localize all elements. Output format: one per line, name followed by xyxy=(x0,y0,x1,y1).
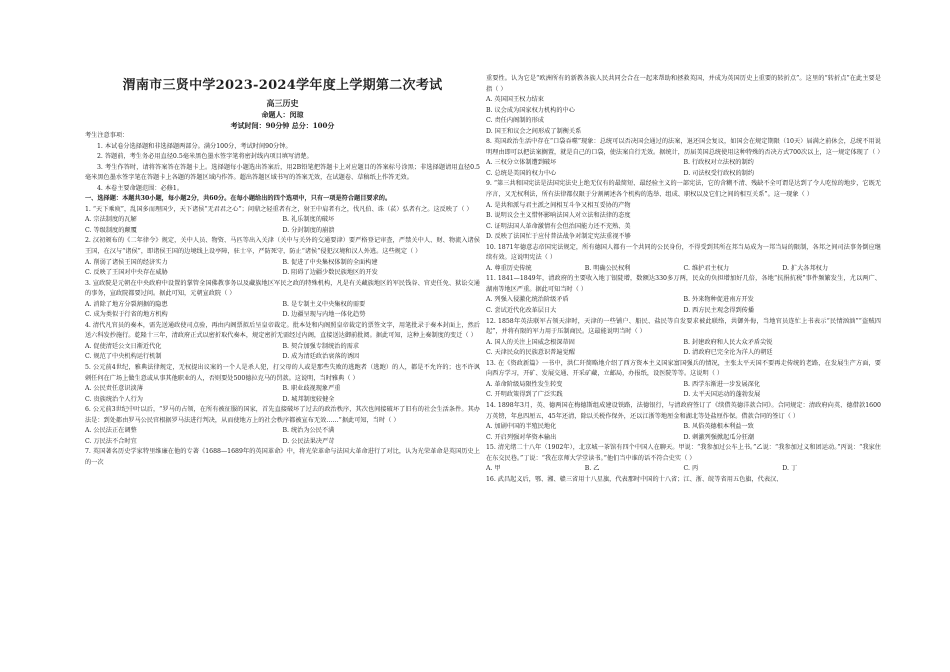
answer-option: B. 外来物种促进南方开发 xyxy=(683,296,754,304)
answer-options xyxy=(486,264,881,275)
answer-option: B. 行政权对立法权的制约 xyxy=(683,159,754,167)
question-left_questions-6 xyxy=(85,447,480,468)
answer-option: B. 是专制主义中央集权的需要 xyxy=(282,300,366,308)
author-line: 命题人：闵琼 xyxy=(261,110,304,119)
answer-option: D. 反映了法国忙于应付普法战争对制定宪法重视不够 xyxy=(486,233,631,241)
question-stem: 15. 清光绪二十八年（1902年），北京城一茶馆有四个中国人在聊天。甲说：“我参加过公车上书。”乙说：“我参加过义和团运动。”丙说：“我家住在东交民巷。”丁说：“我在京师大学堂读书。”他们当中谁的话不符合史实（ ） xyxy=(486,444,881,462)
answer-option: C. 总统是美国的权力中心 xyxy=(486,169,557,177)
answer-options xyxy=(85,300,480,321)
answer-options xyxy=(85,426,480,447)
answer-option: D. 清政府已完全沦为洋人的朝廷 xyxy=(683,349,773,357)
answer-option: B. 议会成为国家权力机构的中心 xyxy=(486,106,575,114)
question-left_questions-3 xyxy=(85,321,480,363)
note-item: 3. 考生作答时，请将答案答在答题卡上。选择题每小题选出答案后，用2B铅笔把答题卡上对应题目的答案标号涂黑；非选择题请用直径0.5毫米黑色墨水签字笔在答题卡上各题的答题区域内作答。超出答题区域书写的答案无效，在试题卷、草稿纸上作答无效。 xyxy=(85,163,480,182)
answer-option: C. 维护君主权力 xyxy=(683,264,730,272)
answer-option: A. 英国国王权力结束 xyxy=(486,96,544,104)
right-column xyxy=(486,0,884,672)
question-right_questions-8 xyxy=(486,443,881,475)
answer-option: D. 阻碍了边疆少数民族地区的开发 xyxy=(282,269,378,277)
question-right_questions-6 xyxy=(486,359,881,401)
question-stem: 10. 1871年德意志帝国宪法规定，所有德国人都有一个共同的公民身份，不得受到其所在邦当局成为一邦当局的限制，各邦之间司法事务倒应继续有效。这说明宪法（ ） xyxy=(486,243,881,262)
answer-option: A. 甲 xyxy=(486,465,501,473)
answer-option: A. 三权分立体制遭到破坏 xyxy=(486,159,557,167)
question-right_questions-2 xyxy=(486,179,881,242)
answer-option: A. 削弱了诸侯王国的经济实力 xyxy=(85,258,168,266)
question-left_questions-0 xyxy=(85,205,480,237)
answer-option: B. 礼乐制度的破坏 xyxy=(282,216,335,224)
question-stem: 2. 汉初颁布的《二年律令》规定，关中人员、物资、马匹等出入关津（关中与关外的交通要津）要严格登记审查，严禁关中人、财、物流入诸侯王国，在汉与“诸侯”，即诸侯王国的边境线上设亭障，驻士卒，严防死守，防止“诸侯”侵犯汉境和汉人外逃。这些规定（ ） xyxy=(85,237,480,256)
answer-option: D. 公民法果决严苛 xyxy=(282,437,335,445)
answer-option: C. 成为类似于行省的地方机构 xyxy=(85,311,168,319)
answer-option: B. 统治为公民不满 xyxy=(282,427,335,435)
question-stem: 13. 在《资政新篇》一书中，洪仁玕简略地介绍了西方资本主义国家富国强兵的情况，主张太平天国不要再走传统的老路，在发展生产方面，要向西方学习，开矿、发展交通、开采矿藏，立邮局，办报纸，设医院等等。这说明（ ） xyxy=(486,359,881,378)
note-item: 1. 本试卷分选择题和非选择题两部分。满分100分，考试时间90分钟。 xyxy=(97,142,292,150)
question-stem: 14. 1898年3月，英、德两国在梅德斯组成建设铁路，法德银行，与清政府签订了《续借英德洋款合同》。合同规定：清政府向英、德借款1600万英镑，年息四厘五，45年还清，除以关税作保外，还以江浙等地厘金和湖北等处盐厘作保。借款合同的签订（ ） xyxy=(486,401,881,420)
answer-option: B. 封建政府和人民大众矛盾尖锐 xyxy=(683,338,773,346)
question-stem: 4. 清代凡官员的奏本，需先送通政使司点验，再由内阁票拟后呈皇帝裁定。批本处和内阁照皇帝裁定的票签文字，用笔批录于奏本封面上，然后送六科发抄施行。乾隆十三年，清政府正式以密折取代奏本，规定密折无需经过内阁，直接送达御前批阅。据此可知，这种上奏制度的变迁（ ） xyxy=(85,321,480,340)
exam-info: 考试时间：90分钟 总分：100分 xyxy=(230,121,335,130)
subject-title: 高三历史 xyxy=(266,98,299,108)
answer-option: C. 尝试近代化改革层日大 xyxy=(486,307,557,315)
answer-option: C. 丙 xyxy=(683,465,699,473)
answer-option: C. 证明法国人革命激情有会但治国能力还不充熟、美 xyxy=(486,222,631,230)
answer-options xyxy=(486,338,881,359)
answer-option: D. 司法权受行政权的制约 xyxy=(683,169,755,177)
answer-option: D. 国王和议会之间形成了制衡关系 xyxy=(486,127,582,135)
answer-option: D. 成为清廷政治衰落的诱因 xyxy=(282,353,360,361)
answer-option: C. 等级制度的颠覆 xyxy=(85,226,137,234)
question-right_questions-9 xyxy=(486,475,881,486)
answer-option: A. 公民法正在调整 xyxy=(85,427,137,435)
question-left_questions-4 xyxy=(85,363,480,405)
question-stem: 7. 英国著名历史学家特里维廉在他的专著《1688—1689年的英国革命》中，将光荣革命与法国大革命进行了对比，认为光荣革命是英国历史上的一次 xyxy=(85,448,480,466)
answer-options xyxy=(85,342,480,363)
answer-option: D. 城邦制度较健全 xyxy=(282,395,335,403)
question-right_questions-3 xyxy=(486,243,881,275)
question-right_questions-0 xyxy=(486,74,881,137)
answer-option: A. 加剧中国的半殖民地化 xyxy=(486,423,557,431)
answer-option: D. 太平天国运动的蓬勃发展 xyxy=(683,391,761,399)
answer-option: C. 反映了王国对中央存在威胁 xyxy=(85,269,168,277)
answer-option: D. 刺激列强掀起瓜分狂潮 xyxy=(683,433,755,441)
question-stem: 8. 英国政治生活中存在“口袋吞噬”现象：总统可以否决国会通过的法案，退还国会复议，如国会在规定期限（10天）届满之前休会，总统不用说明理由即可以把法案搁置，就是自己的口袋，使法案自行无效。据统计，历届美国总统使用这种特殊的否决方式700次以上，这一规定体现了（ ） xyxy=(486,138,884,156)
answer-option: B. 乙 xyxy=(584,465,600,473)
question-stem: 5. 公元前4世纪，雅典法律规定，无权提出议案的一个人是杀人犯，打父母的人或是那些失败的逃跑者（逃跑）的人，都是不允许的；也不许讽刺任何在广场上做生意或从事其他职业的人，否则要处500德拉克马的罚款。这说明，当时雅典（ ） xyxy=(85,364,480,382)
question-right_questions-1 xyxy=(486,137,884,179)
answer-option: A. 宗法制度的瓦解 xyxy=(85,216,137,224)
answer-options xyxy=(486,158,881,179)
answer-option: B. 说明议会主义惜怀影响法国人对立法和法律的态度 xyxy=(486,212,631,220)
question-left_questions-2 xyxy=(85,279,480,321)
answer-options xyxy=(85,215,480,236)
answer-option: D. 扩大各邦权力 xyxy=(782,264,829,272)
answer-option: A. 革命阶级局限性发生转变 xyxy=(486,380,563,388)
answer-option: C. 贵族统治个人行为 xyxy=(85,395,143,403)
answer-option: A. 尊重历史传统 xyxy=(486,264,532,272)
answer-option: B. 促进了中央集权体制的全面构建 xyxy=(282,258,378,266)
answer-option: A. 国人的关注上国威念根深蒂固 xyxy=(486,338,575,346)
answer-option: A. 公民责任意识淡薄 xyxy=(85,385,143,393)
answer-option: C. 万民法不合时宜 xyxy=(85,437,137,445)
question-right_questions-7 xyxy=(486,401,881,443)
question-left_questions-1 xyxy=(85,236,480,278)
answer-options xyxy=(85,384,480,405)
notes-heading: 考生注意事项： xyxy=(85,132,129,139)
question-stem: 6. 公元前3世纪中叶以后，“罗马的占领，在所有被征服的国家，首先直接破坏了过去的政治秩序，其次也间接破坏了旧有的社会生活条件。其办法是：到处都由罗马公民官根据罗马法进行判决，从而使地方上的社会秩序都被宣布无效……”据此可知，当时（ ） xyxy=(85,406,480,424)
section-heading: 一、选择题：本题共30小题，每小题2分，共60分。在每小题给出的四个选项中，只有一项是符合题目要求的。 xyxy=(85,195,392,203)
answer-option: B. 风俗英德根本利益一致 xyxy=(683,423,754,431)
answer-options xyxy=(486,201,881,243)
answer-option: B. 职业歧视现象严重 xyxy=(282,385,341,393)
left-column xyxy=(85,0,480,672)
answer-options xyxy=(486,380,881,401)
answer-options xyxy=(486,295,881,316)
answer-option: A. 是共和派与君主派之间相互斗争又相互妥协的产物 xyxy=(486,201,631,209)
answer-option: C. 天津民众的民族意识普遍觉醒 xyxy=(486,349,575,357)
question-stem: 1. “天下乘庾”，乱国多而理国少，天下诸侯“无君君之心”；问鼎之轻重者有之，射王中肩者有之，伐凡伯、诛（苌）弘者有之。这反映了（ ） xyxy=(85,205,473,213)
answer-option: D. 分封制度的崩溃 xyxy=(282,226,335,234)
answer-option: C. 规范了中央机构运行机制 xyxy=(85,353,162,361)
answer-option: B. 西学东渐进一步发展深化 xyxy=(683,380,761,388)
question-right_questions-5 xyxy=(486,317,881,359)
notes xyxy=(85,131,480,194)
answer-options xyxy=(486,95,881,137)
answer-option: C. 责任内阁制的形成 xyxy=(486,117,544,125)
answer-options xyxy=(486,464,881,475)
answer-option: C. 开明政策得到了广泛实践 xyxy=(486,391,563,399)
answer-option: D. 丁 xyxy=(782,465,798,473)
answer-option: C. 开启列强对华资本输出 xyxy=(486,433,557,441)
question-stem: 16. 武昌起义后，鄂、湘、赣三省用十八星旗，代表那时中国的十八省；江、浙、皖等省用五色旗，代表汉、 xyxy=(486,475,783,483)
question-stem: 11. 1841—1849年，清政府的主要收入地丁银陡增，数额达330多万两，民众的负担增加好几倍，各地“抗捐抗税”事件频繁发生，尤以两广、湖南等地区严重。据此可知当时（ ） xyxy=(486,275,881,293)
left-question-list xyxy=(85,205,480,469)
answer-options xyxy=(85,258,480,279)
question-stem: 12. 1858年英法联军占领天津时，天津的一些铺户、船民、盐民等自发要求被此联络，共御外侮，当地官员连忙上书表示“民情汹汹”“盗贼四起”，并将有限的军力用于压制商民。这最能说明当时（ ） xyxy=(486,317,881,336)
answer-option: A. 促使清廷公文日渐近代化 xyxy=(85,342,162,350)
question-stem: 重要性。认为它是“欧洲所有的新教各族人民共同会合在一起来帮助和拯救英国，并成为英国历史上重要的转折点”。这里的“转折点”在此主要是指（ ） xyxy=(486,75,881,93)
answer-option: D. 边疆呈现与内地一体化趋势 xyxy=(282,311,366,319)
question-right_questions-4 xyxy=(486,274,881,316)
exam-title: 渭南市三贤中学2023-2024学年度上学期第二次考试 xyxy=(122,78,443,93)
right-question-list xyxy=(486,74,884,485)
question-left_questions-5 xyxy=(85,405,480,447)
answer-option: A. 消除了地方分裂割据的隐患 xyxy=(85,300,168,308)
answer-options xyxy=(486,422,881,443)
question-stem: 3. 宣政院是元朝在中央政府中设置的掌管全国佛教事务以及藏族地区军民之政的特殊机构，凡是有关藏族地区的军民钱谷、官吏任免、狱讼交通的事务，宣政院都要过问。据此可知，元朝宣政院（ ） xyxy=(85,279,480,298)
note-item: 2. 答题前，考生务必用直径0.5毫米黑色墨水签字笔将密封线内项目填写清楚。 xyxy=(97,153,313,161)
answer-option: B. 契合加强专制统治的需求 xyxy=(282,342,360,350)
answer-option: A. 列强入侵激化统治阶级矛盾 xyxy=(486,296,569,304)
answer-option: B. 明确公民权利 xyxy=(584,264,631,272)
answer-option: D. 西方民主观念得到传播 xyxy=(683,307,755,315)
question-stem: 9. “第三共和国宪法是法国宪法史上绝无仅有的最简短、最经验主义的一部宪法，它的含糊不清、残缺不全可谓是达到了令人吃惊的地步，它既无序言，又无权利法，所有法律都仅限于分割阐述各个机构的选举、组成、职权以及它们之间的相互关系”。这一现象（ ） xyxy=(486,180,881,199)
note-item: 4. 本卷主要命题范围：必修1。 xyxy=(97,184,184,192)
